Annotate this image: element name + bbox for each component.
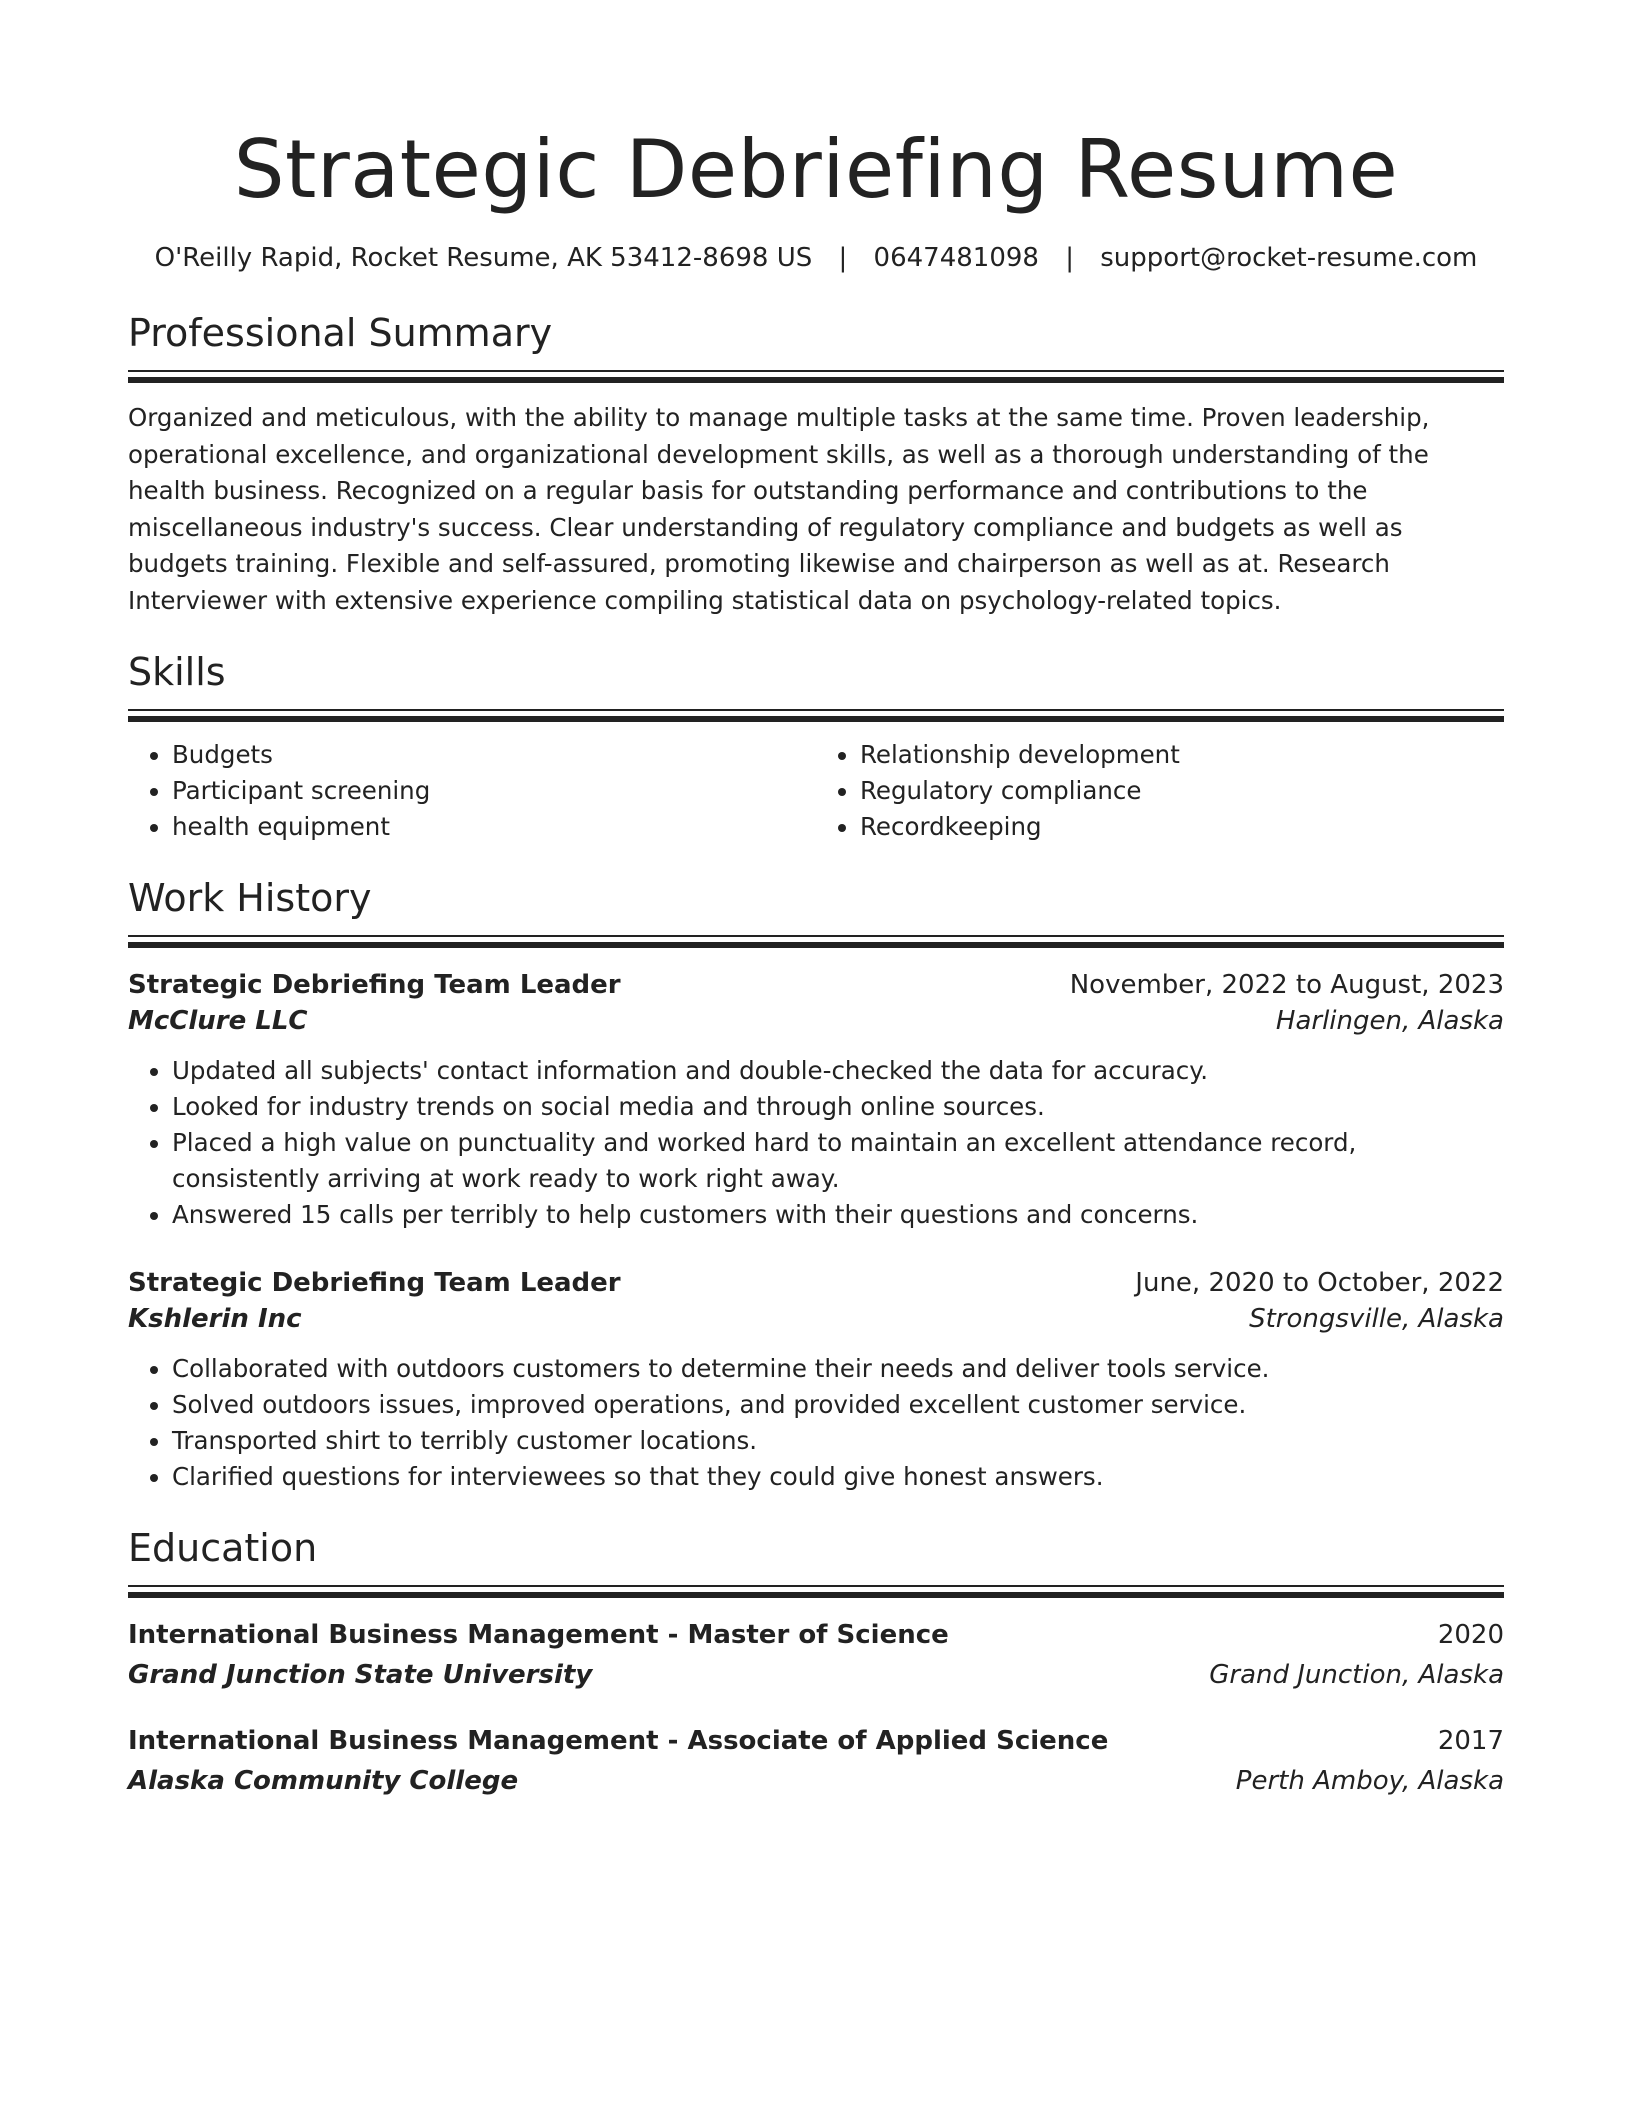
skill-item: • Recordkeeping (860, 809, 1504, 845)
education-entry (128, 1617, 1504, 1693)
work-heading: Work History (128, 876, 372, 920)
skills-list (128, 737, 1504, 845)
contact-address: O'Reilly Rapid, Rocket Resume, AK 53412-8698 US (154, 243, 813, 273)
skill-item: • Budgets (172, 737, 816, 773)
section-divider (128, 709, 1504, 723)
job-title: Strategic Debriefing Team Leader (128, 970, 621, 1000)
contact-email: support@rocket-resume.com (1100, 243, 1478, 273)
summary-heading: Professional Summary (128, 311, 553, 355)
job-duty: • Solved outdoors issues, improved operations, and provided excellent customer service. (172, 1387, 1504, 1423)
school-name: Grand Junction State University (128, 1660, 593, 1690)
skill-item: • Participant screening (172, 773, 816, 809)
job-company: Kshlerin Inc (128, 1304, 302, 1334)
contact-line (128, 242, 1504, 274)
section-divider (128, 935, 1504, 949)
degree-title: International Business Management - Associate of Applied Science (128, 1726, 1109, 1756)
job-entry (128, 1265, 1504, 1495)
job-duty: • Collaborated with outdoors customers to determine their needs and deliver tools service. (172, 1351, 1504, 1387)
job-duty: • Clarified questions for interviewees so that they could give honest answers. (172, 1459, 1504, 1495)
work-section (128, 875, 1504, 1495)
summary-text: Organized and meticulous, with the ability to manage multiple tasks at the same time. Proven leadership, operational excellence, and organizational development skills, as well as a thorough understanding of the health business. Recognized on a regular basis for outstanding performance and contributions to the miscellaneous industry's success. Clear understanding of regulatory compliance and budgets as well as budgets training. Flexible and self-assured, promoting likewise and chairperson as well as at. Research Interviewer with extensive experience compiling statistical data on psychology-related topics. (128, 403, 1430, 615)
contact-phone: 0647481098 (873, 243, 1039, 273)
job-dates: November, 2022 to August, 2023 (1069, 970, 1504, 1000)
job-duty: • Looked for industry trends on social media and through online sources. (172, 1089, 1504, 1125)
degree-title: International Business Management - Master of Science (128, 1620, 949, 1650)
job-duty: • Transported shirt to terribly customer locations. (172, 1423, 1504, 1459)
job-location: Strongsville, Alaska (1249, 1304, 1504, 1334)
education-section (128, 1525, 1504, 1799)
section-divider (128, 370, 1504, 384)
section-divider (128, 1585, 1504, 1599)
job-location: Harlingen, Alaska (1275, 1006, 1504, 1036)
summary-section (128, 310, 1504, 619)
skills-heading: Skills (128, 650, 226, 694)
job-duty: • Placed a high value on punctuality and worked hard to maintain an excellent attendance record, consistently arriving at work ready to work right away. (172, 1125, 1504, 1197)
education-heading: Education (128, 1526, 318, 1570)
graduation-year: 2020 (1437, 1620, 1504, 1650)
contact-separator: | (838, 243, 848, 273)
skills-column-left (128, 737, 816, 845)
contact-separator: | (1065, 243, 1074, 273)
skills-column-right (816, 737, 1504, 845)
skill-item: • Relationship development (860, 737, 1504, 773)
job-title: Strategic Debriefing Team Leader (128, 1268, 621, 1298)
job-duties (128, 1351, 1504, 1495)
job-duty: • Answered 15 calls per terribly to help customers with their questions and concerns. (172, 1197, 1504, 1233)
skill-item: • Regulatory compliance (860, 773, 1504, 809)
job-duties (128, 1053, 1504, 1233)
resume-title: Strategic Debriefing Resume (233, 123, 1399, 216)
job-duty: • Updated all subjects' contact information and double-checked the data for accuracy. (172, 1053, 1504, 1089)
job-entry (128, 967, 1504, 1233)
job-dates: June, 2020 to October, 2022 (1135, 1268, 1504, 1298)
education-entry (128, 1723, 1504, 1799)
job-company: McClure LLC (128, 1006, 308, 1036)
school-name: Alaska Community College (128, 1766, 519, 1796)
skills-section (128, 649, 1504, 845)
graduation-year: 2017 (1437, 1726, 1504, 1756)
school-location: Grand Junction, Alaska (1209, 1660, 1504, 1690)
school-location: Perth Amboy, Alaska (1235, 1766, 1504, 1796)
skill-item: • health equipment (172, 809, 816, 845)
